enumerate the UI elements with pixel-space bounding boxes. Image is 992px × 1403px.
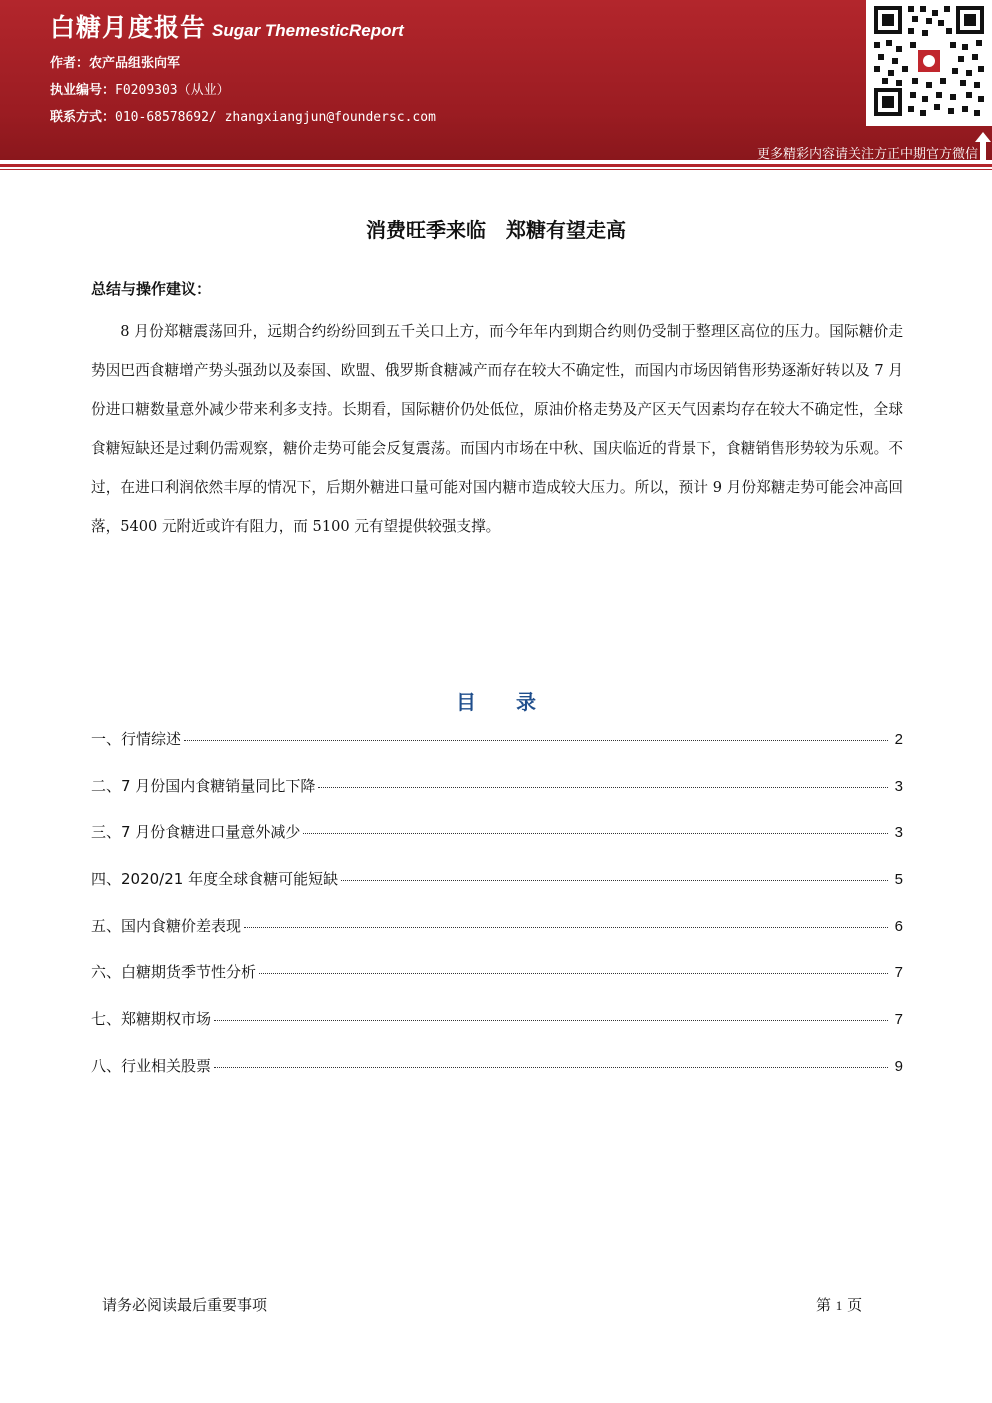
table-of-contents bbox=[91, 728, 903, 1102]
header-divider-thin bbox=[0, 169, 992, 170]
toc-title-char-1: 目 bbox=[456, 690, 476, 714]
author-label: 作者： bbox=[50, 56, 90, 71]
toc-item-label: 八、行业相关股票 bbox=[91, 1056, 212, 1075]
toc-item-page: 2 bbox=[894, 731, 903, 748]
report-title-en: Sugar ThemesticReport bbox=[212, 21, 404, 40]
toc-title-char-2: 录 bbox=[516, 690, 536, 714]
footer-page-number bbox=[816, 1294, 862, 1315]
toc-item-page: 7 bbox=[894, 1011, 903, 1029]
toc-title bbox=[0, 686, 992, 715]
qr-code-icon bbox=[866, 0, 992, 126]
footer-notice: 请务必阅读最后重要事项 bbox=[102, 1296, 268, 1314]
report-title bbox=[50, 8, 404, 44]
toc-item[interactable] bbox=[91, 821, 903, 868]
toc-item-label: 五、国内食糖价差表现 bbox=[91, 916, 242, 935]
toc-item-label: 一、行情综述 bbox=[91, 730, 182, 748]
license-value: F0209303（从业） bbox=[115, 83, 230, 98]
toc-item[interactable] bbox=[91, 1008, 903, 1055]
toc-leader-dots bbox=[303, 833, 888, 834]
wechat-follow-note: 更多精彩内容请关注方正中期官方微信 bbox=[756, 147, 978, 162]
wechat-qr-code bbox=[866, 0, 992, 126]
report-title-cn: 白糖月度报告 bbox=[50, 13, 207, 42]
toc-leader-dots bbox=[214, 1020, 888, 1021]
toc-item-page: 9 bbox=[894, 1057, 903, 1075]
header-divider bbox=[0, 164, 992, 167]
toc-item-page: 3 bbox=[894, 777, 903, 795]
contact-value: 010-68578692/ zhangxiangjun@foundersc.com bbox=[115, 110, 436, 125]
toc-item-label: 六、白糖期货季节性分析 bbox=[91, 963, 257, 982]
summary-paragraph: 8 月份郑糖震荡回升，远期合约纷纷回到五千关口上方，而今年年内到期合约则仍受制于整理区高位的压力。国际糖价走势因巴西食糖增产势头强劲以及泰国、欧盟、俄罗斯食糖减产而存在较大不确定性，而国内市场因销售形势逐渐好转以及 7 月份进口糖数量意外减少带来利多支持。长期看，国际糖价仍处低位，原油价格走势及产区天气因素均存在较大不确定性，全球食糖短缺还是过剩仍需观察，糖价走势可能会反复震荡。而国内市场在中秋、国庆临近的背景下，食糖销售形势较为乐观。不过，在进口利润依然丰厚的情况下，后期外糖进口量可能对国内糖市造成较大压力。所以，预计 9 月份郑糖走势可能会冲高回落，5400 元附近或许有阻力，而 5100 元有望提供较强支撑。 bbox=[91, 323, 903, 535]
contact-line bbox=[50, 106, 436, 125]
page-suffix: 页 bbox=[847, 1296, 863, 1314]
toc-item-page: 3 bbox=[894, 824, 903, 842]
license-line bbox=[50, 79, 230, 98]
contact-label: 联系方式： bbox=[50, 110, 116, 125]
toc-item-label: 四、2020/21 年度全球食糖可能短缺 bbox=[91, 870, 339, 889]
toc-leader-dots bbox=[318, 787, 888, 788]
toc-item[interactable] bbox=[91, 915, 903, 962]
toc-item[interactable] bbox=[91, 868, 903, 915]
toc-item-page: 5 bbox=[894, 871, 903, 889]
toc-item-label: 七、郑糖期权市场 bbox=[91, 1010, 212, 1029]
document-title: 消费旺季来临 郑糖有望走高 bbox=[366, 218, 626, 242]
author-line bbox=[50, 52, 180, 71]
toc-item[interactable] bbox=[91, 775, 903, 822]
toc-item[interactable] bbox=[91, 728, 903, 775]
toc-leader-dots bbox=[184, 740, 888, 741]
toc-item-page: 6 bbox=[894, 917, 903, 935]
page-number: 1 bbox=[835, 1298, 843, 1313]
page-prefix: 第 bbox=[816, 1296, 832, 1314]
toc-item-page: 7 bbox=[894, 964, 903, 982]
toc-leader-dots bbox=[214, 1067, 888, 1068]
toc-item-label: 二、7 月份国内食糖销量同比下降 bbox=[91, 776, 316, 795]
toc-leader-dots bbox=[341, 880, 888, 881]
summary-heading: 总结与操作建议： bbox=[91, 280, 212, 298]
license-label: 执业编号： bbox=[50, 83, 116, 98]
toc-leader-dots bbox=[259, 973, 888, 974]
toc-leader-dots bbox=[244, 927, 888, 928]
author-value: 农产品组张向军 bbox=[89, 56, 181, 71]
toc-item[interactable] bbox=[91, 1055, 903, 1102]
toc-item-label: 三、7 月份食糖进口量意外减少 bbox=[91, 823, 301, 842]
toc-item[interactable] bbox=[91, 961, 903, 1008]
